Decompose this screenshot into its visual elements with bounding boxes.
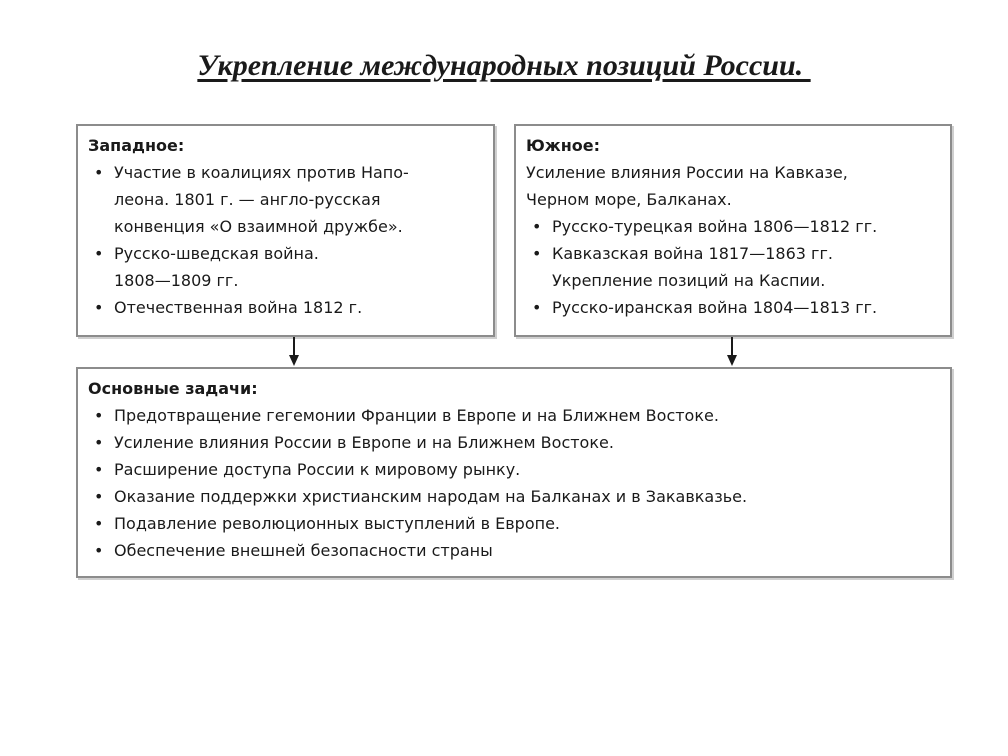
south-lead-line: Усиление влияния России на Кавказе, bbox=[526, 163, 848, 182]
task-item-line: • Подавление революционных выступлений в Европе. bbox=[114, 514, 560, 533]
south-item-line: Укрепление позиций на Каспии. bbox=[552, 271, 826, 290]
task-item bbox=[88, 510, 940, 537]
west-item-line: • Отечественная война 1812 г. bbox=[114, 298, 363, 317]
west-item-line: конвенция «О взаимной дружбе». bbox=[114, 217, 403, 236]
west-item bbox=[88, 294, 483, 321]
south-item bbox=[526, 294, 940, 321]
south-item-line: • Русско-иранская война 1804—1813 гг. bbox=[552, 298, 878, 317]
task-item bbox=[88, 456, 940, 483]
task-item-line: • Оказание поддержки христианским народам на Балканах и в Закавказье. bbox=[114, 487, 748, 506]
south-item bbox=[526, 213, 940, 240]
west-direction-box bbox=[76, 124, 495, 337]
task-item-line: • Усиление влияния России в Европе и на Ближнем Востоке. bbox=[114, 433, 614, 452]
task-item bbox=[88, 402, 940, 429]
west-item bbox=[88, 240, 483, 294]
west-heading: Западное: bbox=[88, 136, 185, 155]
task-item-line: • Предотвращение гегемонии Франции в Европе и на Ближнем Востоке. bbox=[114, 406, 719, 425]
task-item bbox=[88, 537, 940, 564]
west-item bbox=[88, 159, 483, 240]
west-list bbox=[88, 159, 483, 321]
south-lead-line: Черном море, Балканах. bbox=[526, 190, 732, 209]
main-tasks-box bbox=[76, 367, 952, 578]
tasks-list bbox=[88, 402, 940, 564]
south-heading: Южное: bbox=[526, 136, 600, 155]
task-item bbox=[88, 483, 940, 510]
down-arrow-icon bbox=[726, 337, 738, 367]
south-list bbox=[526, 213, 940, 321]
task-item-line: • Расширение доступа России к мировому рынку. bbox=[114, 460, 521, 479]
south-lead bbox=[526, 159, 940, 213]
down-arrow-icon bbox=[288, 337, 300, 367]
south-direction-box bbox=[514, 124, 952, 337]
south-item-line: • Кавказская война 1817—1863 гг. bbox=[552, 244, 833, 263]
task-item bbox=[88, 429, 940, 456]
south-item bbox=[526, 240, 940, 294]
west-item-line: • Участие в коалициях против Напо- bbox=[114, 163, 409, 182]
tasks-heading: Основные задачи: bbox=[88, 379, 258, 398]
west-item-line: 1808—1809 гг. bbox=[114, 271, 239, 290]
west-item-line: леона. 1801 г. — англо-русская bbox=[114, 190, 381, 209]
south-item-line: • Русско-турецкая война 1806—1812 гг. bbox=[552, 217, 878, 236]
west-item-line: • Русско-шведская война. bbox=[114, 244, 319, 263]
slide-title: Укрепление международных позиций России. bbox=[197, 49, 811, 82]
task-item-line: • Обеспечение внешней безопасности страны bbox=[114, 541, 493, 560]
